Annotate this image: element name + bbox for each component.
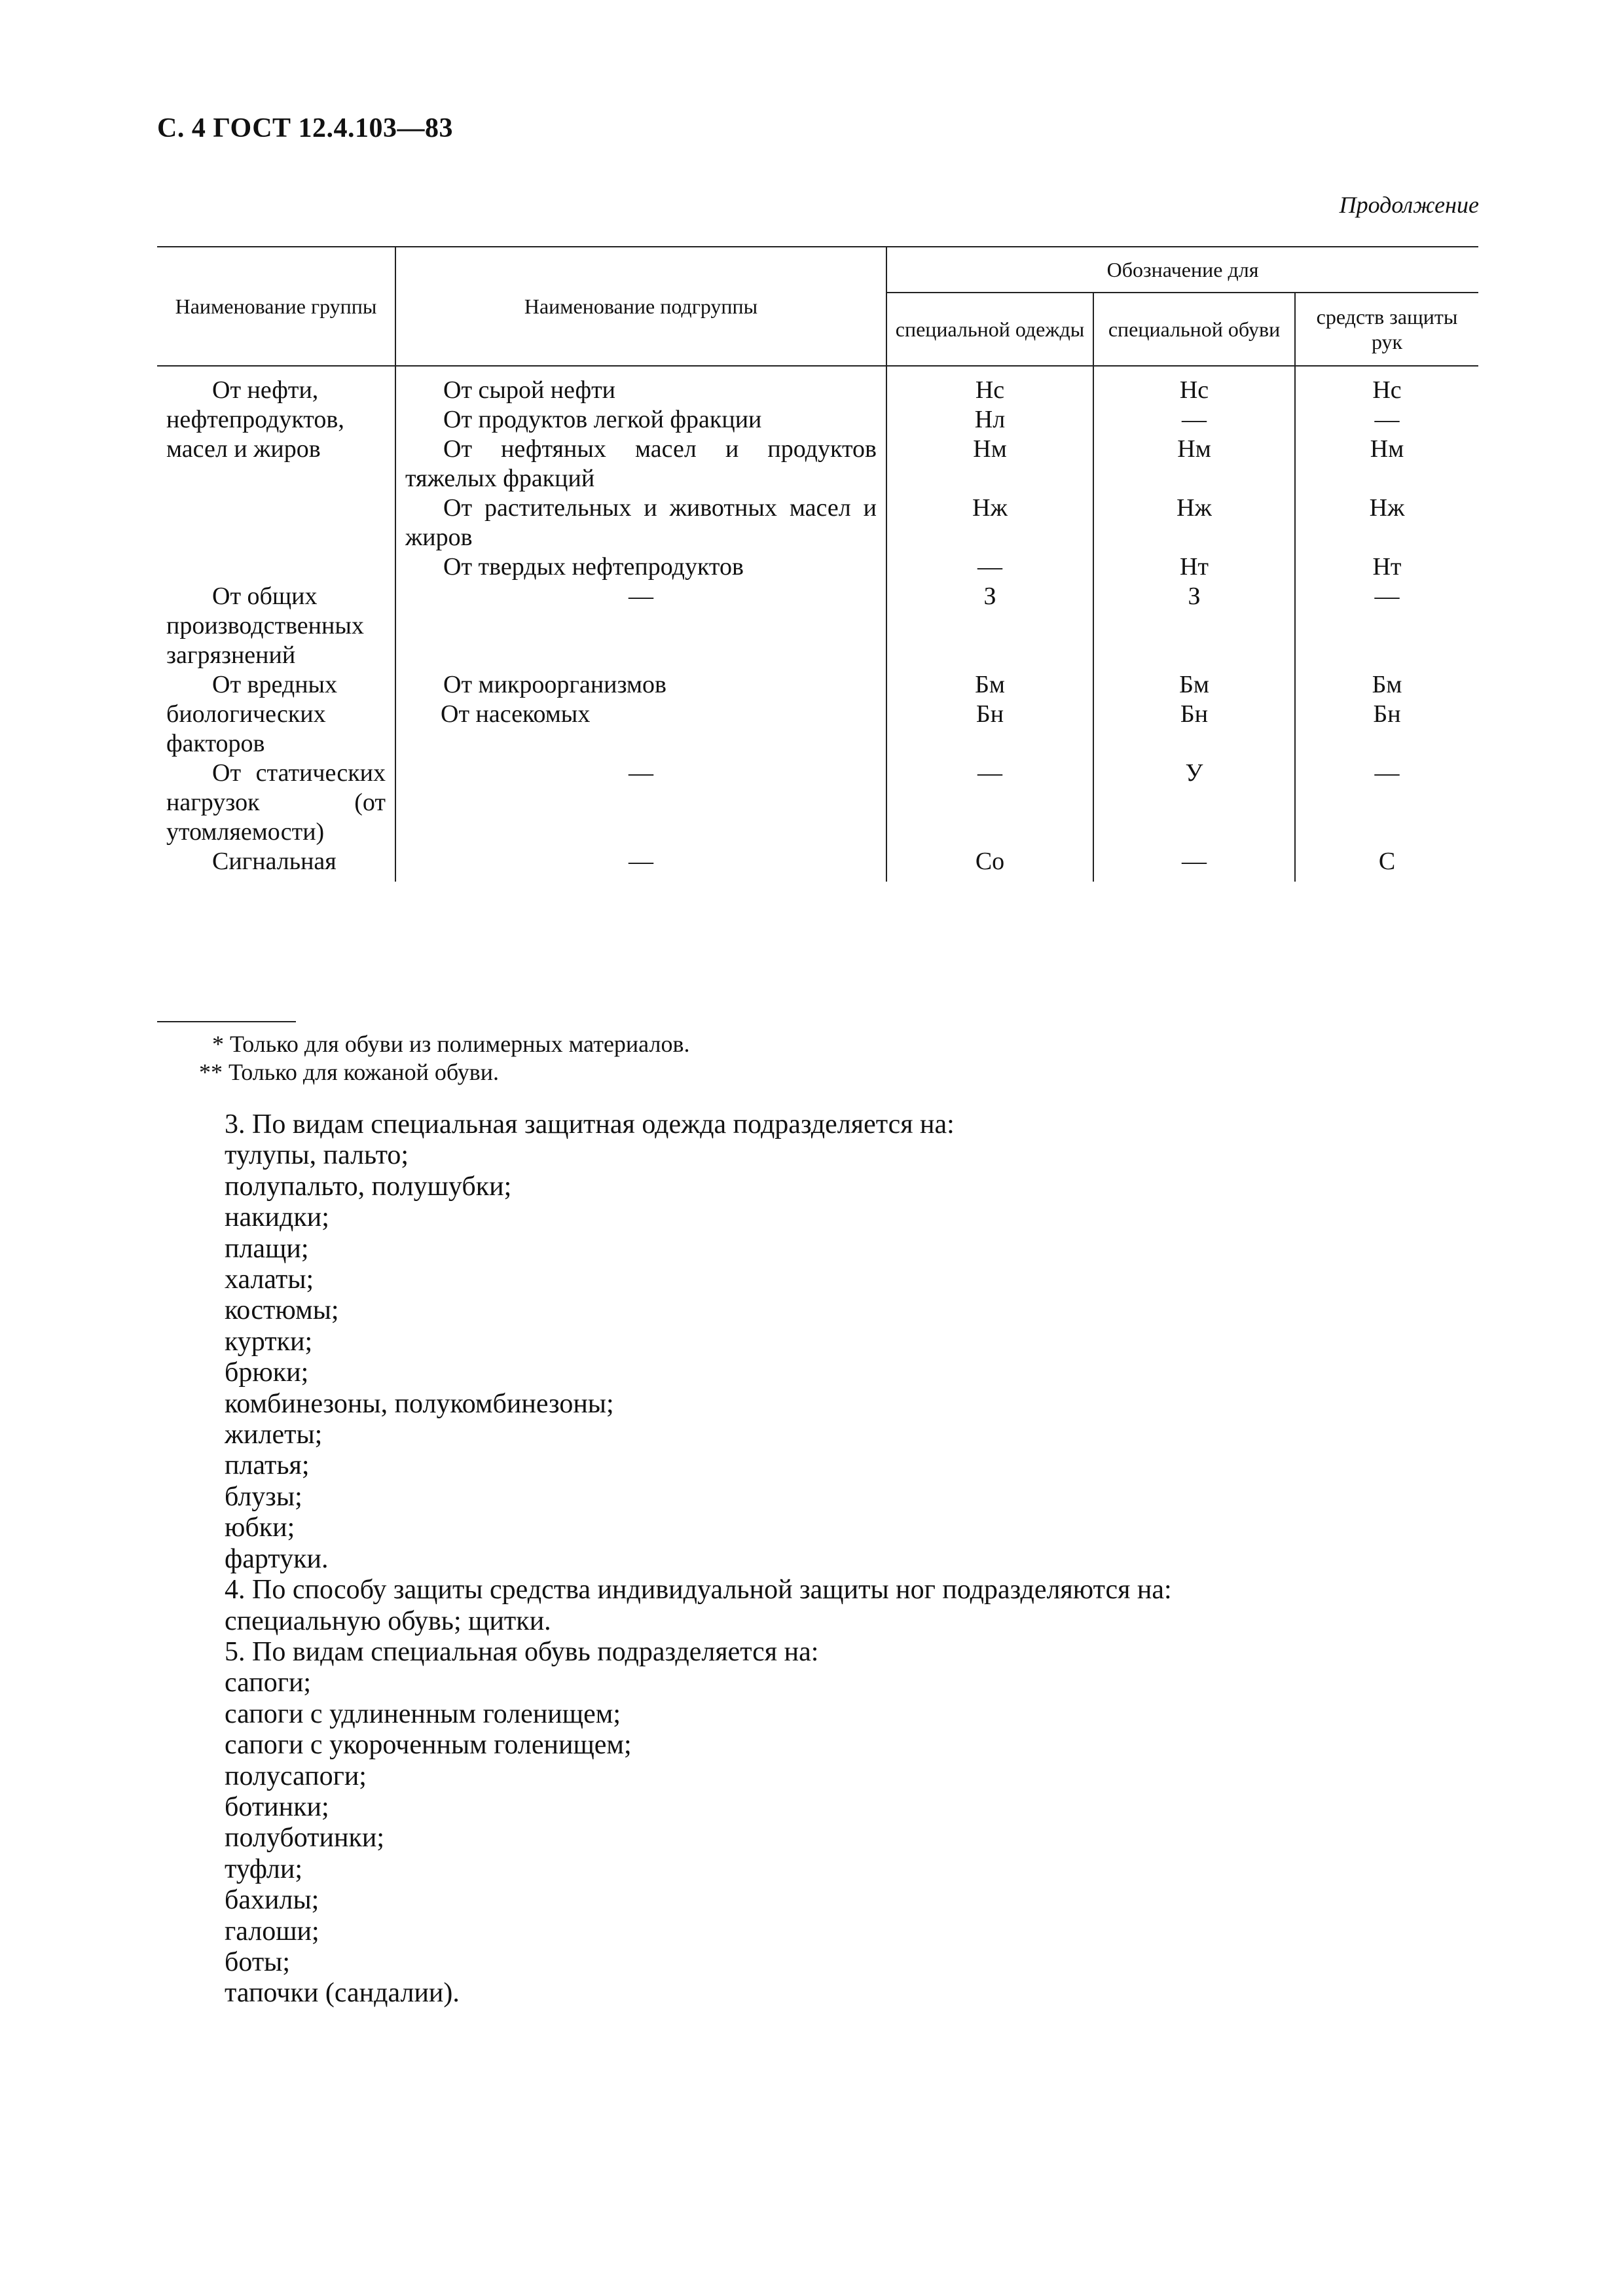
subgroup-cell: От растительных и животных масел и жиров [395,493,886,552]
continuation-label: Продолжение [1339,192,1479,218]
code-hands [1295,670,1478,759]
subgroup-cell [395,670,886,759]
code-clothing: Со [886,847,1093,882]
list-item: тулупы, пальто; [225,1140,409,1171]
footnote: * Только для обуви из полимерных материалов. [212,1031,690,1057]
code-clothing [886,670,1093,759]
list-item: куртки; [225,1326,313,1357]
subgroup-line: От насекомых [441,700,591,728]
classification-table [157,246,1478,882]
numbered-paragraph: 4. По способу защиты средства индивидуальной защиты ног подразделяются на: [225,1575,1172,1605]
code-footwear: Нс [1093,366,1295,405]
table-row [157,759,1478,847]
header-hands: средств защиты рук [1295,293,1478,366]
code-clothing: — [886,759,1093,847]
group-cell: От общих производственных загрязнений [157,582,395,670]
code-hands: — [1374,759,1400,787]
list-item: халаты; [225,1265,314,1295]
list-item: брюки; [225,1357,309,1388]
code-hands: Нс [1372,376,1402,404]
subgroup-cell: От продуктов легкой фракции [395,405,886,435]
list-item: галоши; [225,1916,319,1946]
code-line: Бн [1180,700,1209,728]
group-cell: Сигнальная [157,847,395,882]
code-footwear: У [1093,759,1295,847]
code-footwear: — [1093,405,1295,435]
list-item: тапочки (сандалии). [225,1978,460,2009]
list-item: боты; [225,1946,291,1977]
code-footwear: З [1093,582,1295,670]
list-item: платья; [225,1450,310,1481]
code-footwear: Нж [1093,493,1295,552]
list-item: полупальто, полушубки; [225,1171,512,1202]
code-clothing: Нж [886,493,1093,552]
list-item: фартуки. [225,1543,329,1574]
numbered-paragraph: 5. По видам специальная обувь подразделяется на: [225,1636,819,1667]
header-subgroup: Наименование подгруппы [395,247,886,366]
subgroup-cell: — [395,582,886,670]
body-text [225,1109,1468,2009]
list-item: плащи; [225,1233,309,1264]
code-line: Бм [975,671,1005,698]
subgroup-line: От микроорганизмов [443,671,666,698]
table-row [157,847,1478,882]
code-clothing: Нм [886,435,1093,493]
code-clothing: — [886,552,1093,582]
list-item: комбинезоны, полукомбинезоны; [225,1388,614,1419]
code-footwear: — [1093,847,1295,882]
table-row [157,582,1478,670]
code-clothing: З [886,582,1093,670]
subgroup-cell: — [395,759,886,847]
code-clothing: Нл [886,405,1093,435]
subgroup-cell: — [395,847,886,882]
list-item: сапоги с укороченным голенищем; [225,1730,632,1761]
table-row [157,366,1478,405]
list-item: жилеты; [225,1420,323,1450]
header-group: Наименование группы [157,247,395,366]
group-cell: От вредных биологических факторов [157,670,395,759]
group-cell: От статических нагрузок (от утомляемости) [157,759,395,847]
header-designation: Обозначение для [886,247,1478,293]
footnote-divider [157,1021,296,1022]
list-item: бахилы; [225,1885,319,1916]
code-hands: Нт [1372,553,1402,581]
list-item: сапоги; [225,1668,312,1698]
list-item: полусапоги; [225,1761,367,1791]
list-item: специальную обувь; щитки. [225,1605,551,1636]
header-footwear: специальной обуви [1093,293,1295,366]
list-item: юбки; [225,1513,295,1543]
list-item: туфли; [225,1854,303,1884]
list-item: костюмы; [225,1295,339,1326]
code-hands: С [1378,848,1396,875]
subgroup-cell: От сырой нефти [395,366,886,405]
numbered-paragraph: 3. По видам специальная защитная одежда подразделяется на: [225,1109,955,1139]
list-item: полуботинки; [225,1823,385,1854]
code-line: Бм [1372,671,1402,698]
footnotes [157,1030,689,1086]
code-line: Бм [1179,671,1209,698]
list-item: сапоги с удлиненным голенищем; [225,1698,621,1729]
code-footwear [1093,670,1295,759]
code-hands: Нм [1370,435,1404,463]
page-title: С. 4 ГОСТ 12.4.103—83 [157,113,454,143]
subgroup-cell: От нефтяных масел и продуктов тяжелых фракций [395,435,886,493]
header-clothing: специальной одежды [886,293,1093,366]
code-hands: — [1374,583,1400,610]
code-line: Бн [976,700,1004,728]
list-item: накидки; [225,1202,329,1233]
list-item: блузы; [225,1481,302,1512]
footnote: ** Только для кожаной обуви. [199,1059,500,1085]
list-item: ботинки; [225,1791,329,1822]
code-footwear: Нм [1093,435,1295,493]
code-line: Бн [1373,700,1401,728]
table-row [157,670,1478,759]
group-cell: От нефти, нефтепродуктов, масел и жиров [157,366,395,582]
code-footwear: Нт [1093,552,1295,582]
code-clothing: Нс [886,366,1093,405]
subgroup-cell: От твердых нефтепродуктов [395,552,886,582]
code-hands: — [1374,406,1400,433]
code-hands: Нж [1369,494,1405,522]
